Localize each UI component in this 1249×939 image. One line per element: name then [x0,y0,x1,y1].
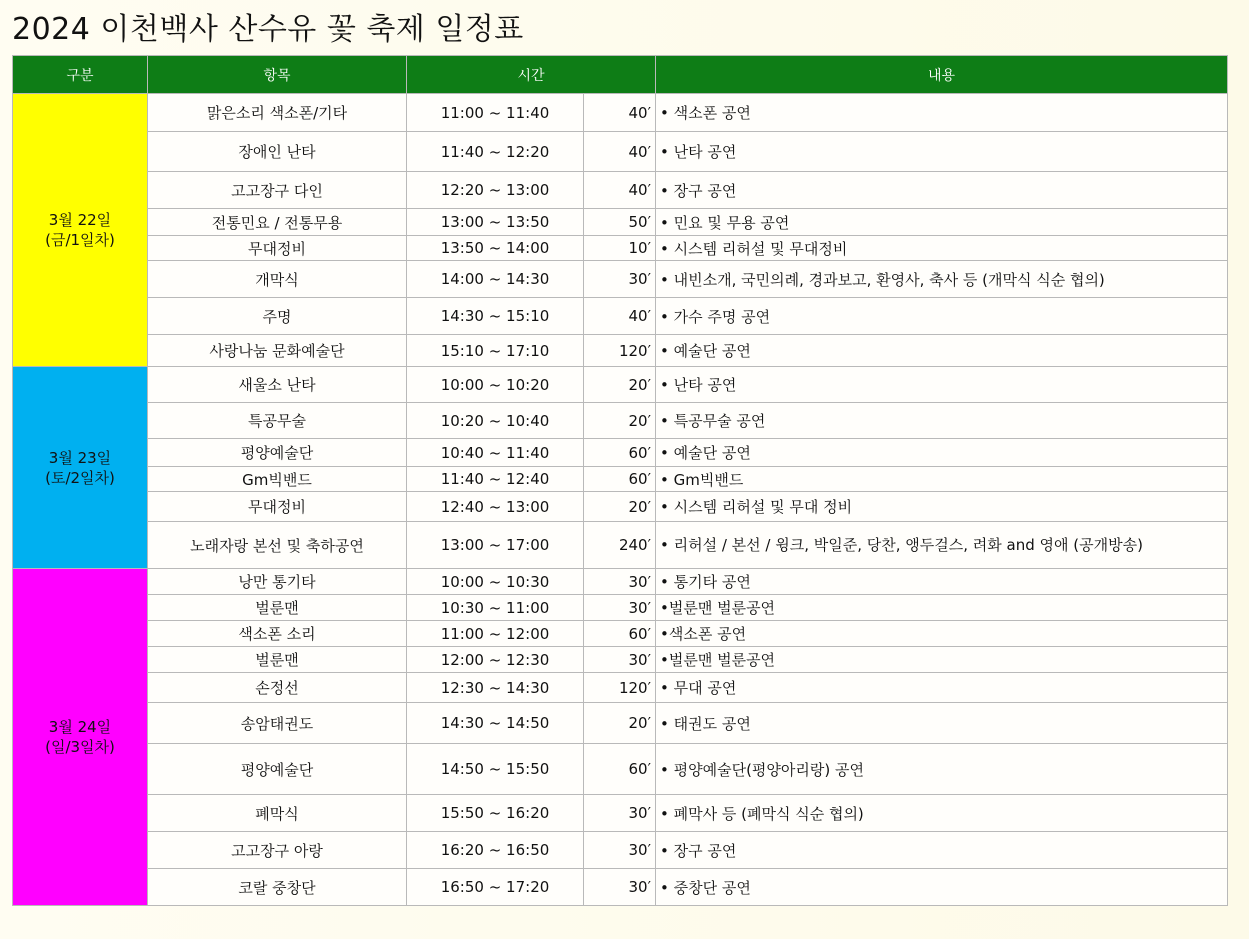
day-label: 3월 22일 (금/1일차) [13,94,148,367]
schedule-row [13,209,1228,236]
content-cell: • 난타 공연 [656,367,1228,403]
content-cell: • 색소폰 공연 [656,94,1228,132]
schedule-row [13,261,1228,298]
duration-cell: 240′ [584,522,656,569]
content-cell: • 장구 공연 [656,172,1228,209]
duration-cell: 40′ [584,94,656,132]
item-cell: 주명 [148,298,407,335]
item-cell: 폐막식 [148,795,407,832]
schedule-row [13,795,1228,832]
content-cell: • 시스템 리허설 및 무대정비 [656,236,1228,261]
duration-cell: 30′ [584,647,656,673]
schedule-row [13,236,1228,261]
duration-cell: 120′ [584,673,656,703]
content-cell: • 장구 공연 [656,832,1228,869]
header-day: 구분 [13,56,148,94]
schedule-row [13,172,1228,209]
duration-cell: 60′ [584,467,656,492]
content-cell: • 특공무술 공연 [656,403,1228,439]
item-cell: Gm빅밴드 [148,467,407,492]
time-cell: 10:00 ~ 10:20 [407,367,584,403]
duration-cell: 30′ [584,832,656,869]
content-cell: • 시스템 리허설 및 무대 정비 [656,492,1228,522]
duration-cell: 30′ [584,795,656,832]
item-cell: 무대정비 [148,236,407,261]
schedule-row [13,132,1228,172]
schedule-row [13,744,1228,795]
day-label: 3월 23일 (토/2일차) [13,367,148,569]
time-cell: 10:40 ~ 11:40 [407,439,584,467]
time-cell: 13:50 ~ 14:00 [407,236,584,261]
duration-cell: 60′ [584,439,656,467]
content-cell: • 무대 공연 [656,673,1228,703]
item-cell: 무대정비 [148,492,407,522]
item-cell: 개막식 [148,261,407,298]
schedule-row [13,703,1228,744]
time-cell: 10:00 ~ 10:30 [407,569,584,595]
time-cell: 11:00 ~ 11:40 [407,94,584,132]
time-cell: 10:30 ~ 11:00 [407,595,584,621]
time-cell: 15:10 ~ 17:10 [407,335,584,367]
item-cell: 벌룬맨 [148,595,407,621]
schedule-row [13,595,1228,621]
time-cell: 11:00 ~ 12:00 [407,621,584,647]
content-cell: • 예술단 공연 [656,335,1228,367]
time-cell: 12:00 ~ 12:30 [407,647,584,673]
schedule-row [13,673,1228,703]
time-cell: 11:40 ~ 12:40 [407,467,584,492]
item-cell: 전통민요 / 전통무용 [148,209,407,236]
time-cell: 15:50 ~ 16:20 [407,795,584,832]
content-cell: • 내빈소개, 국민의례, 경과보고, 환영사, 축사 등 (개막식 식순 협의) [656,261,1228,298]
time-cell: 14:30 ~ 15:10 [407,298,584,335]
item-cell: 특공무술 [148,403,407,439]
page-title: 2024 이천백사 산수유 꽃 축제 일정표 [12,12,524,47]
item-cell: 고고장구 다인 [148,172,407,209]
time-cell: 12:40 ~ 13:00 [407,492,584,522]
item-cell: 코랄 중창단 [148,869,407,906]
item-cell: 장애인 난타 [148,132,407,172]
schedule-row [13,869,1228,906]
schedule-row [13,367,1228,403]
schedule-row [13,298,1228,335]
content-cell: • 통기타 공연 [656,569,1228,595]
time-cell: 14:30 ~ 14:50 [407,703,584,744]
schedule-row [13,403,1228,439]
content-cell: • 민요 및 무용 공연 [656,209,1228,236]
content-cell: •벌룬맨 벌룬공연 [656,647,1228,673]
item-cell: 고고장구 아랑 [148,832,407,869]
item-cell: 송암태권도 [148,703,407,744]
duration-cell: 30′ [584,261,656,298]
content-cell: • 태권도 공연 [656,703,1228,744]
time-cell: 12:30 ~ 14:30 [407,673,584,703]
content-cell: • 중창단 공연 [656,869,1228,906]
time-cell: 16:50 ~ 17:20 [407,869,584,906]
schedule-row [13,522,1228,569]
item-cell: 사랑나눔 문화예술단 [148,335,407,367]
schedule-row [13,621,1228,647]
time-cell: 11:40 ~ 12:20 [407,132,584,172]
duration-cell: 20′ [584,492,656,522]
time-cell: 10:20 ~ 10:40 [407,403,584,439]
content-cell: • 폐막사 등 (폐막식 식순 협의) [656,795,1228,832]
item-cell: 맑은소리 색소폰/기타 [148,94,407,132]
duration-cell: 20′ [584,403,656,439]
item-cell: 손정선 [148,673,407,703]
schedule-row [13,335,1228,367]
duration-cell: 40′ [584,132,656,172]
duration-cell: 20′ [584,703,656,744]
time-cell: 13:00 ~ 13:50 [407,209,584,236]
content-cell: • Gm빅밴드 [656,467,1228,492]
duration-cell: 120′ [584,335,656,367]
duration-cell: 30′ [584,869,656,906]
duration-cell: 50′ [584,209,656,236]
schedule-table [12,55,1228,906]
content-cell: • 리허설 / 본선 / 윙크, 박일준, 당찬, 앵두걸스, 려화 and 영애 (공개방송) [656,522,1228,569]
header-row [13,56,1228,94]
duration-cell: 40′ [584,172,656,209]
schedule-row [13,832,1228,869]
item-cell: 낭만 통기타 [148,569,407,595]
time-cell: 13:00 ~ 17:00 [407,522,584,569]
schedule-row [13,492,1228,522]
item-cell: 새울소 난타 [148,367,407,403]
duration-cell: 40′ [584,298,656,335]
item-cell: 평양예술단 [148,744,407,795]
day-label: 3월 24일 (일/3일차) [13,569,148,906]
header-item: 항목 [148,56,407,94]
duration-cell: 60′ [584,621,656,647]
item-cell: 벌룬맨 [148,647,407,673]
header-content: 내용 [656,56,1228,94]
time-cell: 14:50 ~ 15:50 [407,744,584,795]
content-cell: • 가수 주명 공연 [656,298,1228,335]
duration-cell: 20′ [584,367,656,403]
schedule-row [13,569,1228,595]
duration-cell: 60′ [584,744,656,795]
content-cell: • 난타 공연 [656,132,1228,172]
content-cell: •색소폰 공연 [656,621,1228,647]
duration-cell: 30′ [584,595,656,621]
time-cell: 12:20 ~ 13:00 [407,172,584,209]
item-cell: 평양예술단 [148,439,407,467]
schedule-row [13,439,1228,467]
schedule-row [13,647,1228,673]
item-cell: 노래자랑 본선 및 축하공연 [148,522,407,569]
content-cell: • 평양예술단(평양아리랑) 공연 [656,744,1228,795]
time-cell: 14:00 ~ 14:30 [407,261,584,298]
header-time: 시간 [407,56,656,94]
item-cell: 색소폰 소리 [148,621,407,647]
content-cell: • 예술단 공연 [656,439,1228,467]
duration-cell: 30′ [584,569,656,595]
time-cell: 16:20 ~ 16:50 [407,832,584,869]
content-cell: •벌룬맨 벌룬공연 [656,595,1228,621]
schedule-row [13,94,1228,132]
duration-cell: 10′ [584,236,656,261]
schedule-row [13,467,1228,492]
